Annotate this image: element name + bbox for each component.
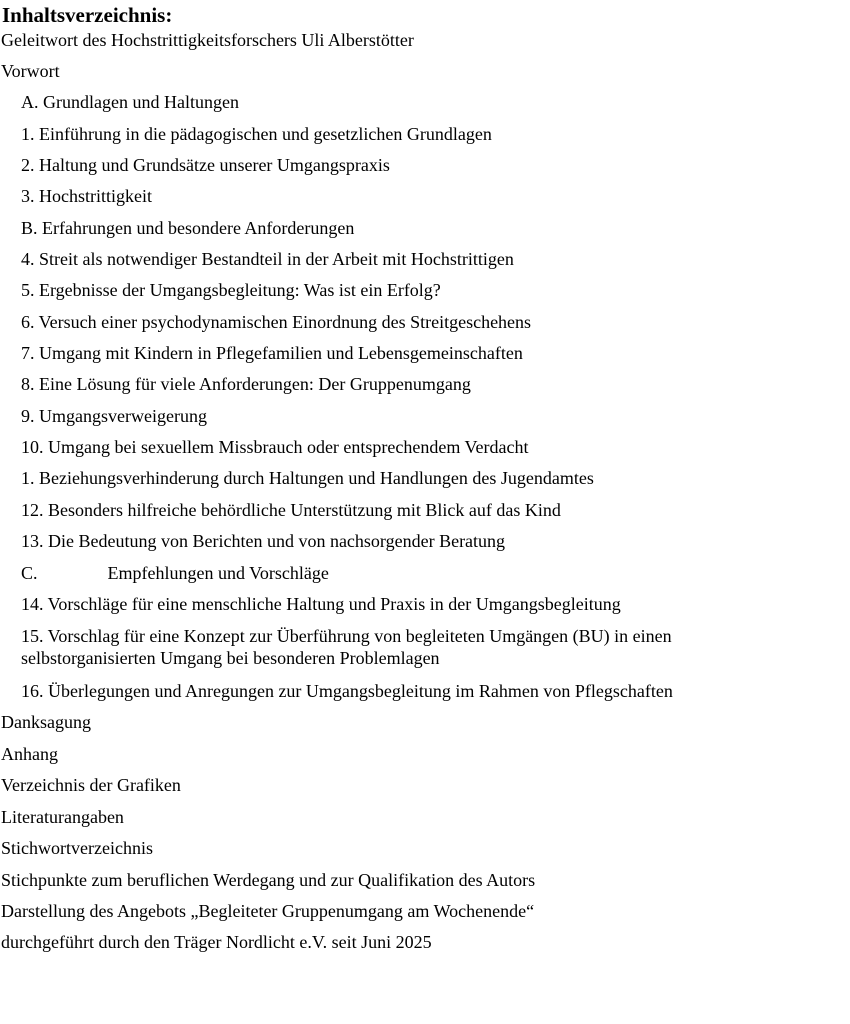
- toc-entry-15: 15. Vorschlag für eine Konzept zur Überführung von begleiteten Umgängen (BU) in einen selbstorganisierten Umgang bei besonderen Problemlagen: [21, 626, 672, 668]
- toc-entry-7: 7. Umgang mit Kindern in Pflegefamilien und Lebensgemeinschaften: [21, 343, 523, 363]
- toc-entry-traeger: durchgeführt durch den Träger Nordlicht e.V. seit Juni 2025: [1, 932, 432, 952]
- toc-entry-10: 10. Umgang bei sexuellem Missbrauch oder entsprechendem Verdacht: [21, 437, 529, 457]
- toc-entry-12: 12. Besonders hilfreiche behördliche Unterstützung mit Blick auf das Kind: [21, 500, 561, 520]
- toc-entry-grafiken: Verzeichnis der Grafiken: [1, 775, 181, 795]
- toc-entry-9: 9. Umgangsverweigerung: [21, 406, 207, 426]
- toc-entry-literatur: Literaturangaben: [1, 807, 124, 827]
- toc-entry-stichwort: Stichwortverzeichnis: [1, 838, 153, 858]
- toc-section-a: A. Grundlagen und Haltungen: [21, 92, 239, 112]
- toc-title: Inhaltsverzeichnis:: [2, 3, 173, 27]
- toc-entry-13: 13. Die Bedeutung von Berichten und von nachsorgender Beratung: [21, 531, 506, 551]
- toc-entry-danksagung: Danksagung: [1, 712, 91, 732]
- toc-section-b: B. Erfahrungen und besondere Anforderungen: [21, 218, 355, 238]
- toc-entry-4: 4. Streit als notwendiger Bestandteil in der Arbeit mit Hochstrittigen: [21, 249, 514, 269]
- toc-entry-vorwort: Vorwort: [1, 61, 60, 81]
- toc-entry-anhang: Anhang: [1, 744, 58, 764]
- toc-entry-14: 14. Vorschläge für eine menschliche Haltung und Praxis in der Umgangsbegleitung: [21, 594, 621, 614]
- toc-entry-6: 6. Versuch einer psychodynamischen Einordnung des Streitgeschehens: [21, 312, 532, 332]
- toc-entry-8: 8. Eine Lösung für viele Anforderungen: Der Gruppenumgang: [21, 374, 471, 394]
- toc-entry-werdegang: Stichpunkte zum beruflichen Werdegang und zur Qualifikation des Autors: [1, 870, 536, 890]
- toc-entry-5: 5. Ergebnisse der Umgangsbegleitung: Was ist ein Erfolg?: [21, 280, 441, 300]
- toc-section-c-label: C.: [21, 563, 38, 583]
- toc-entry-16: 16. Überlegungen und Anregungen zur Umgangsbegleitung im Rahmen von Pflegschaften: [21, 681, 673, 701]
- toc-entry-1: 1. Einführung in die pädagogischen und gesetzlichen Grundlagen: [21, 124, 492, 144]
- toc-entry-angebot: Darstellung des Angebots „Begleiteter Gruppenumgang am Wochenende“: [1, 901, 535, 921]
- toc-entry-geleitwort: Geleitwort des Hochstrittigkeitsforschers Uli Alberstötter: [1, 30, 414, 50]
- toc-section-c-text: Empfehlungen und Vorschläge: [107, 563, 329, 583]
- toc-entry-2: 2. Haltung und Grundsätze unserer Umgangspraxis: [21, 155, 390, 175]
- toc-entry-3: 3. Hochstrittigkeit: [21, 186, 152, 206]
- toc-section-c: [21, 562, 329, 584]
- toc-entry-11: 1. Beziehungsverhinderung durch Haltungen und Handlungen des Jugendamtes: [21, 468, 594, 488]
